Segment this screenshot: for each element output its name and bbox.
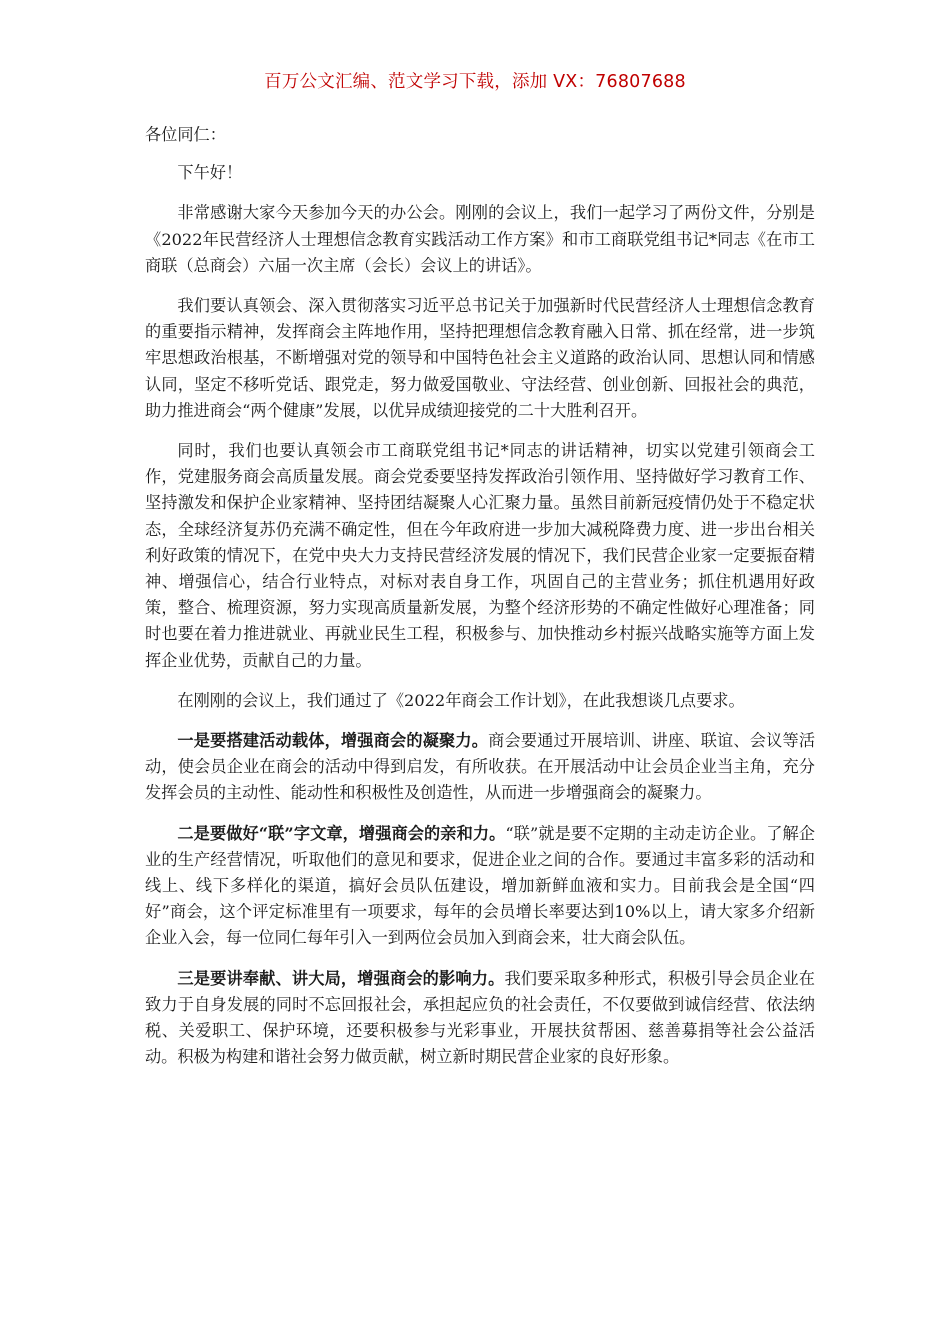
- paragraph-ideals: 我们要认真领会、深入贯彻落实习近平总书记关于加强新时代民营经济人士理想信念教育的重要指示精神，发挥商会主阵地作用，坚持把理想信念教育融入日常、抓在经常，进一步筑牢思想政治根基，不断增强对党的领导和中国特色社会主义道路的政治认同、思想认同和情感认同，坚定不移听党话、跟党走，努力做爱国敬业、守法经营、创业创新、回报社会的典范，助力推进商会“两个健康”发展，以优异成绩迎接党的二十大胜利召开。: [145, 296, 815, 420]
- salutation: 各位同仁：: [145, 125, 226, 144]
- point-three-lead: 三是要讲奉献、讲大局，增强商会的影响力。: [177, 968, 505, 988]
- point-three-body: 我们要采取多种形式，积极引导会员企业在致力于自身发展的同时不忘回报社会，承担起应负的社会责任，不仅要做到诚信经营、依法纳税、关爱职工、保护环境，还要积极参与光彩事业，开展扶贫帮困、慈善募捐等社会公益活动。积极为构建和谐社会努力做贡献，树立新时期民营企业家的良好形象。: [145, 968, 815, 1067]
- document-header-banner: 百万公文汇编、范文学习下载，添加 VX：76807688: [264, 72, 686, 92]
- point-two: [145, 821, 815, 952]
- greeting: 下午好！: [177, 163, 243, 183]
- point-one-lead: 一是要搭建活动载体，增强商会的凝聚力。: [177, 731, 489, 751]
- point-one: [145, 728, 815, 807]
- paragraph-intro: 非常感谢大家今天参加今天的办公会。刚刚的会议上，我们一起学习了两份文件，分别是《2022年民营经济人士理想信念教育实践活动工作方案》和市工商联党组书记*同志《在市工商联（总商会）六届一次主席（会长）会议上的讲话》。: [145, 203, 815, 275]
- paragraph-party-building: 同时，我们也要认真领会市工商联党组书记*同志的讲话精神，切实以党建引领商会工作，党建服务商会高质量发展。商会党委要坚持发挥政治引领作用、坚持做好学习教育工作、坚持激发和保护企业家精神、坚持团结凝聚人心汇聚力量。虽然目前新冠疫情仍处于不稳定状态，全球经济复苏仍充满不确定性，但在今年政府进一步加大减税降费力度、进一步出台相关利好政策的情况下，在党中央大力支持民营经济发展的情况下，我们民营企业家一定要振奋精神、增强信心，结合行业特点，对标对表自身工作，巩固自己的主营业务；抓住机遇用好政策，整合、梳理资源，努力实现高质量新发展，为整个经济形势的不确定性做好心理准备；同时也要在着力推进就业、再就业民生工程，积极参与、加快推动乡村振兴战略实施等方面上发挥企业优势，贡献自己的力量。: [145, 441, 815, 670]
- paragraph-work-plan: 在刚刚的会议上，我们通过了《2022年商会工作计划》，在此我想谈几点要求。: [177, 690, 745, 710]
- point-one-body: 商会要通过开展培训、讲座、联谊、会议等活动，使会员企业在商会的活动中得到启发，有所收获。在开展活动中让会员企业当主角，充分发挥会员的主动性、能动性和积极性及创造性，从而进一步增强商会的凝聚力。: [145, 731, 816, 803]
- point-two-lead: 二是要做好“联”字文章，增强商会的亲和力。: [177, 823, 506, 843]
- document-body: [145, 122, 815, 1085]
- point-two-body: “联”就是要不定期的主动走访企业。了解企业的生产经营情况，听取他们的意见和要求，促进企业之间的合作。要通过丰富多彩的活动和线上、线下多样化的渠道，搞好会员队伍建设，增加新鲜血液和实力。目前我会是全国“四好”商会，这个评定标准里有一项要求，每年的会员增长率要达到10%以上，请大家多介绍新企业入会，每一位同仁每年引入一到两位会员加入到商会来，壮大商会队伍。: [145, 823, 815, 948]
- point-three: [145, 966, 815, 1071]
